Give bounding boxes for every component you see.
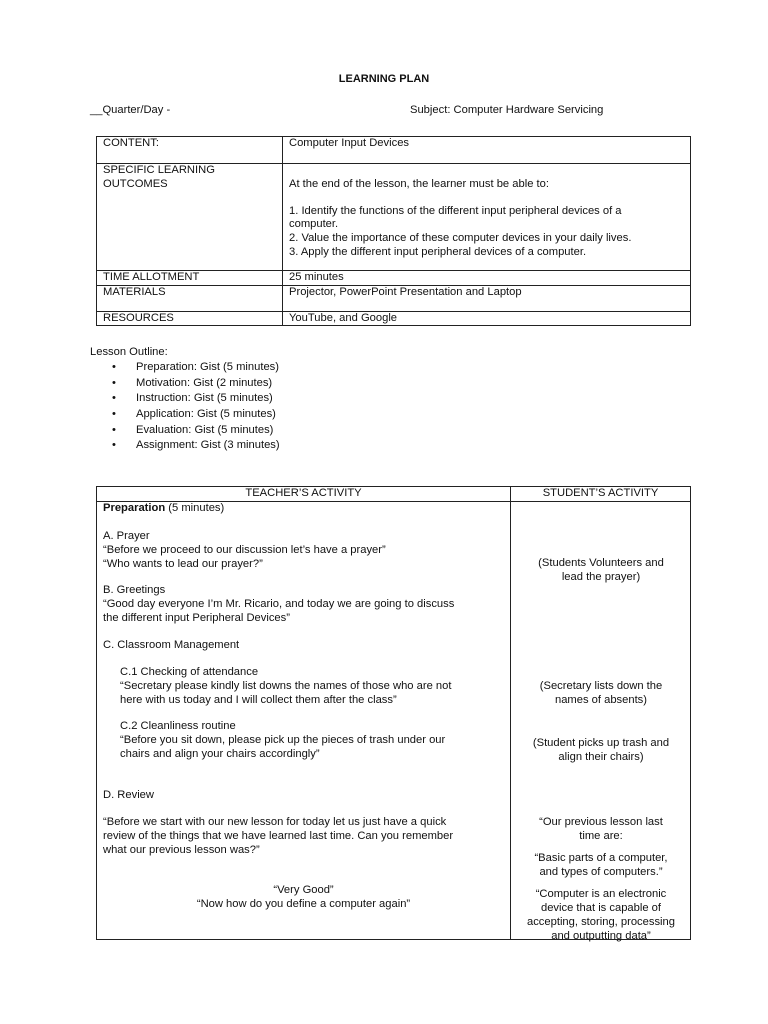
teacher-activity-header: TEACHER’S ACTIVITY [97, 487, 511, 502]
student-definition-line-2: device that is capable of [540, 902, 662, 914]
resources-label: RESOURCES [97, 311, 283, 326]
student-prayer-line-1: (Students Volunteers and [538, 557, 664, 569]
resources-row [97, 311, 691, 326]
outcome-2: 2. Value the importance of these computer devices in your daily lives. [289, 231, 632, 244]
materials-label: MATERIALS [97, 285, 283, 311]
content-label: CONTENT: [97, 137, 283, 164]
greetings-line-1: “Good day everyone I’m Mr. Ricario, and today we are going to discuss [103, 598, 455, 610]
greetings-line-2: the different input Peripheral Devices” [103, 612, 290, 624]
outcomes-intro: At the end of the lesson, the learner must be able to: [289, 177, 549, 190]
student-activity-header: STUDENT’S ACTIVITY [511, 487, 691, 502]
outcome-1-line-1: 1. Identify the functions of the different input peripheral devices of a [289, 204, 622, 217]
teacher-activity-cell [97, 502, 511, 940]
outcomes-label-line-2: OUTCOMES [103, 177, 168, 190]
list-item: • Preparation: Gist (5 minutes) [112, 361, 280, 377]
time-value: 25 minutes [283, 271, 691, 286]
student-review-line-4: and types of computers.” [539, 866, 663, 878]
student-cleanliness-line-2: align their chairs) [558, 751, 644, 763]
list-item: • Assignment: Gist (3 minutes) [112, 439, 280, 455]
prayer-title: A. Prayer [103, 530, 150, 542]
very-good-line: “Very Good” [273, 884, 334, 896]
student-definition-line-1: “Computer is an electronic [535, 888, 667, 900]
review-line-2: review of the things that we have learned last time. Can you remember [103, 830, 454, 842]
review-line-1: “Before we start with our new lesson for today let us just have a quick [103, 816, 447, 828]
review-line-3: what our previous lesson was?” [103, 844, 260, 856]
content-value: Computer Input Devices [283, 137, 691, 164]
content-row [97, 137, 691, 164]
cleanliness-line-2: chairs and align your chairs accordingly” [120, 748, 320, 760]
lesson-outline-label: Lesson Outline: [90, 346, 168, 358]
time-label: TIME ALLOTMENT [97, 271, 283, 286]
list-item: • Evaluation: Gist (5 minutes) [112, 424, 280, 440]
preparation-bold: Preparation [103, 502, 166, 514]
activity-body-row [97, 502, 691, 940]
preparation-duration: (5 minutes) [165, 502, 225, 514]
list-item: • Application: Gist (5 minutes) [112, 408, 280, 424]
student-review-line-3: “Basic parts of a computer, [534, 852, 668, 864]
materials-row [97, 285, 691, 311]
outcomes-label [97, 164, 283, 271]
outcomes-row [97, 164, 691, 271]
student-attendance-line-2: names of absents) [554, 694, 648, 706]
greetings-title: B. Greetings [103, 584, 166, 596]
cleanliness-line-1: “Before you sit down, please pick up the pieces of trash under our [120, 734, 446, 746]
info-table [96, 136, 691, 326]
list-item: • Motivation: Gist (2 minutes) [112, 377, 280, 393]
prayer-line-2: “Who wants to lead our prayer?” [103, 558, 263, 570]
student-cleanliness-line-1: (Student picks up trash and [532, 737, 670, 749]
outcome-1-line-2: computer. [289, 218, 339, 231]
subject-field: Subject: Computer Hardware Servicing [410, 104, 604, 116]
quarter-day-field: __Quarter/Day - [90, 104, 171, 116]
materials-value: Projector, PowerPoint Presentation and Laptop [283, 285, 691, 311]
prayer-line-1: “Before we proceed to our discussion let’s have a prayer” [103, 544, 386, 556]
outcomes-value [283, 164, 691, 271]
resources-value: YouTube, and Google [283, 311, 691, 326]
define-computer-line: “Now how do you define a computer again” [196, 898, 411, 910]
student-review-line-1: “Our previous lesson last [539, 816, 663, 828]
activity-header-row [97, 487, 691, 502]
activity-table [96, 486, 691, 940]
student-prayer-line-2: lead the prayer) [561, 571, 641, 583]
cleanliness-title: C.2 Cleanliness routine [120, 720, 236, 732]
attendance-title: C.1 Checking of attendance [120, 666, 259, 678]
outcome-3: 3. Apply the different input peripheral devices of a computer. [289, 245, 587, 258]
list-item: • Instruction: Gist (5 minutes) [112, 392, 280, 408]
classroom-management-title: C. Classroom Management [103, 639, 240, 651]
attendance-line-2: here with us today and I will collect them after the class” [120, 694, 397, 706]
attendance-line-1: “Secretary please kindly list downs the names of those who are not [120, 680, 452, 692]
student-definition-line-4: and outputting data” [551, 930, 651, 942]
student-attendance-line-1: (Secretary lists down the [539, 680, 663, 692]
time-row [97, 271, 691, 286]
student-review-line-2: time are: [579, 830, 623, 842]
student-definition-line-3: accepting, storing, processing [526, 916, 675, 928]
outcomes-label-line-1: SPECIFIC LEARNING [103, 164, 215, 176]
student-activity-cell [511, 502, 691, 940]
document-title: LEARNING PLAN [338, 73, 430, 85]
review-title: D. Review [103, 789, 154, 801]
lesson-outline-list [112, 361, 280, 455]
preparation-heading [103, 502, 224, 516]
